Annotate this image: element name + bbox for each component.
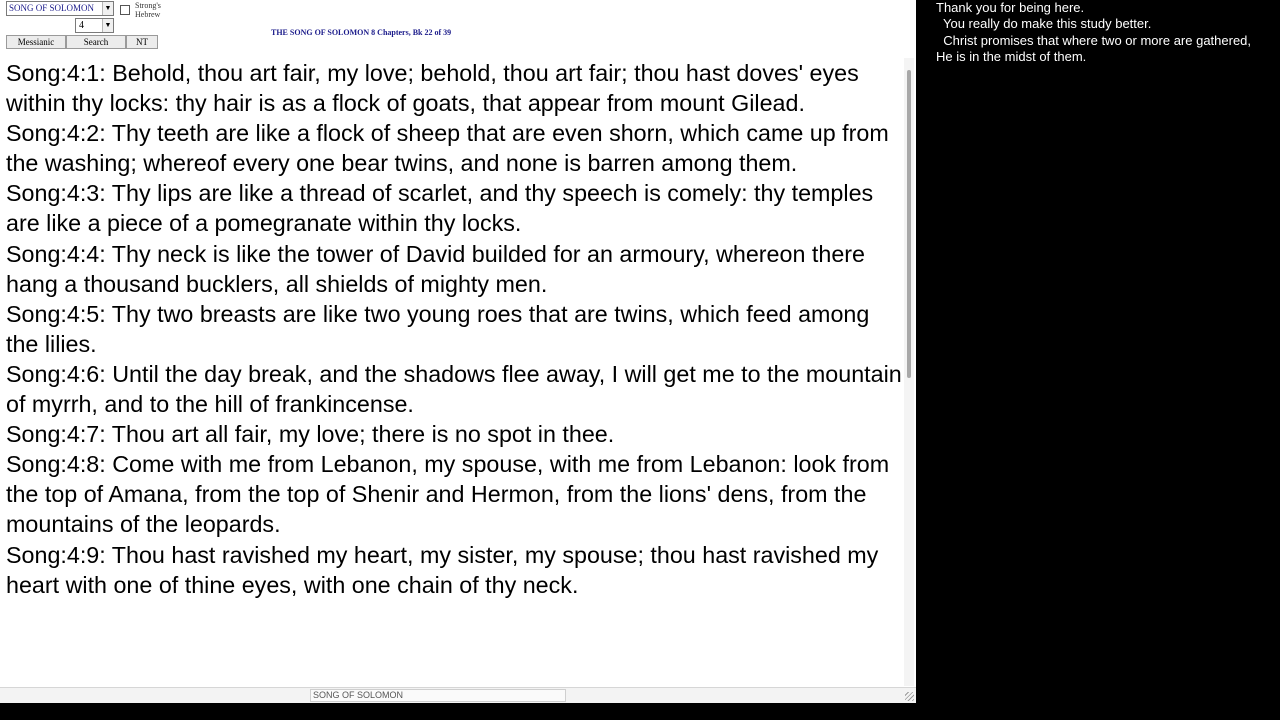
verse: Song:4:9: Thou hast ravished my heart, my sister, my spouse; thou hast ravished my heart with one of thine eyes, with one chain of thy neck. [6,541,879,598]
book-heading: THE SONG OF SOLOMON 8 Chapters, Bk 22 of 39 [271,28,452,37]
verse: Song:4:2: Thy teeth are like a flock of sheep that are even shorn, which came up from the washing; whereof every one bear twins, and none is barren among them. [6,120,889,177]
message-line: He is in the midst of them. [936,48,1087,64]
verse: Song:4:1: Behold, thou art fair, my love; behold, thou art fair; thou hast doves' eyes within thy locks: thy hair is as a flock of goats, that appear from mount Gilead. [6,60,859,117]
chapter-select-value: 4 [79,20,84,31]
verse: Song:4:5: Thy two breasts are like two young roes that are twins, which feed among the lilies. [6,300,870,357]
scripture-text [6,58,902,600]
chevron-down-icon[interactable]: ▼ [102,2,113,15]
resize-grip-icon[interactable] [905,692,914,701]
strongs-label-line2: Hebrew [135,10,161,19]
message-panel [936,0,1280,65]
status-bar [0,687,916,703]
verse: Song:4:6: Until the day break, and the shadows flee away, I will get me to the mountain of myrrh, and to the hill of frankincense. [6,360,902,418]
message-line: You really do make this study better. [936,16,1152,32]
strongs-label-line1: Strong's [135,1,161,10]
strongs-hebrew-checkbox[interactable] [120,5,130,15]
verse: Song:4:3: Thy lips are like a thread of scarlet, and thy speech is comely: thy temples are like a piece of a pomegranate within thy locks. [6,180,874,237]
messianic-button[interactable]: Messianic [6,35,66,49]
chapter-select[interactable] [75,18,114,33]
vertical-scrollbar[interactable] [904,58,914,686]
status-book-field: SONG OF SOLOMON [310,689,566,702]
verse: Song:4:4: Thy neck is like the tower of David builded for an armoury, whereon there hang a thousand bucklers, all shields of mighty men. [6,240,865,297]
search-button[interactable]: Search [66,35,126,49]
verse: Song:4:8: Come with me from Lebanon, my spouse, with me from Lebanon: look from the top of Amana, from the top of Shenir and Hermon, from the lions' dens, from the mountains of the leopards. [6,451,890,538]
chevron-down-icon[interactable]: ▼ [102,19,113,32]
verse: Song:4:7: Thou art all fair, my love; there is no spot in thee. [6,421,615,448]
message-line: Thank you for being here. [936,0,1085,15]
nt-button[interactable]: NT [126,35,158,49]
strongs-hebrew-label [135,1,161,19]
book-select-value: SONG OF SOLOMON [9,3,95,13]
scrollbar-thumb[interactable] [907,70,911,378]
book-select[interactable] [6,1,114,16]
message-line: Christ promises that where two or more are gathered, [936,32,1252,48]
